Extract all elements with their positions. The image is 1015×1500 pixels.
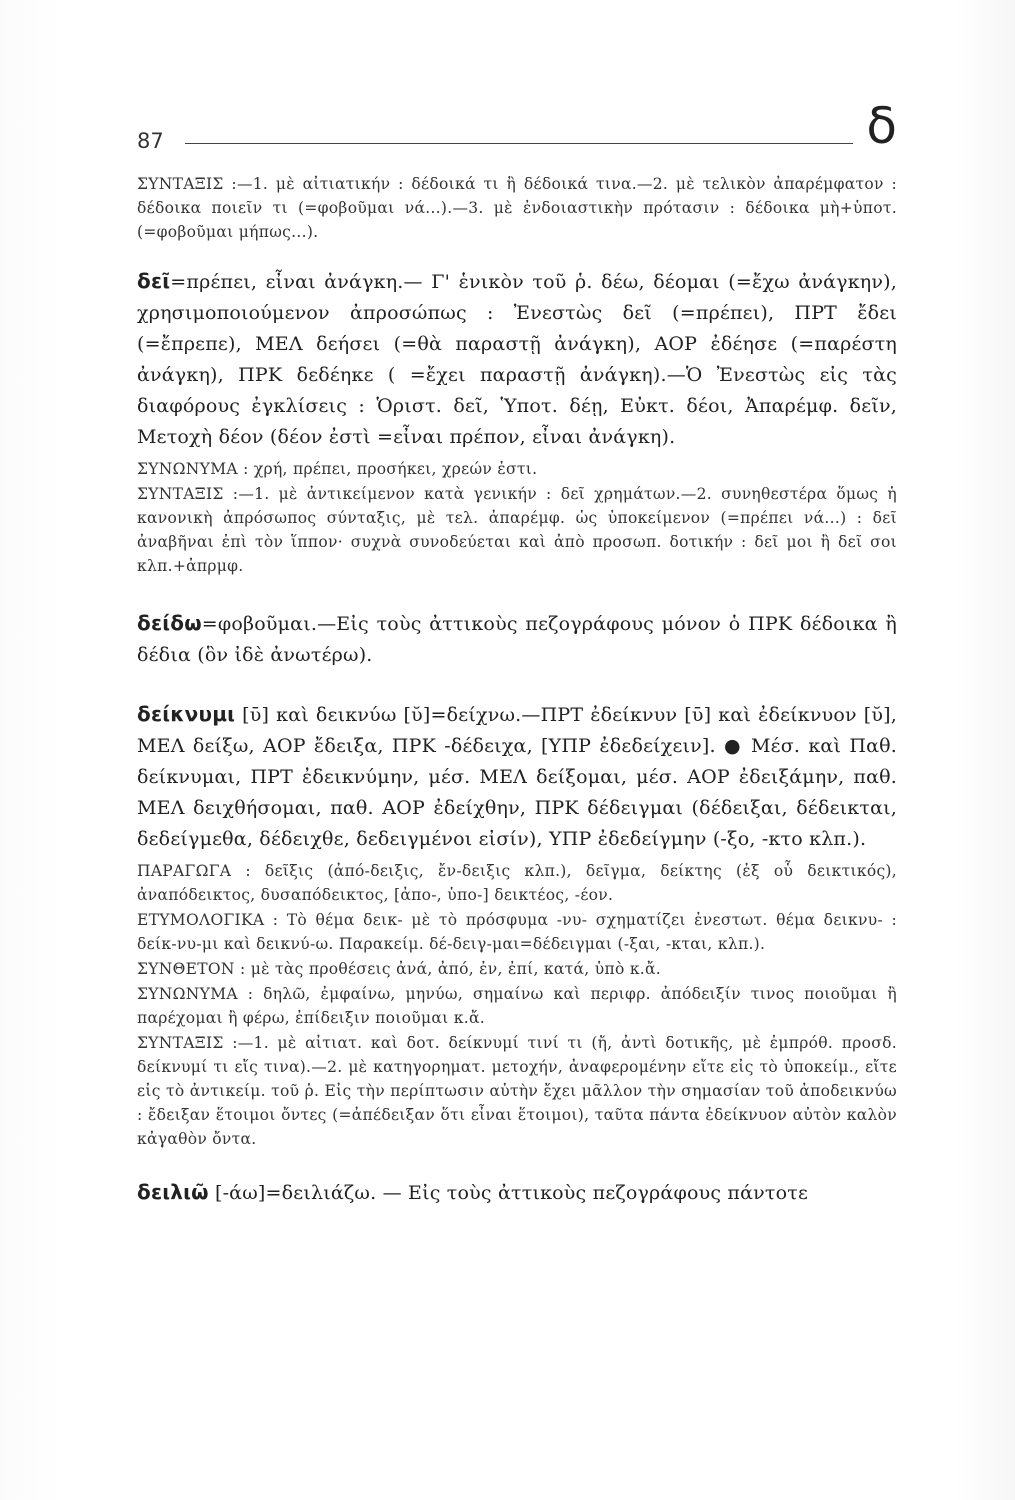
- synonyms-text: ΣΥΝΩΝΥΜΑ : χρή, πρέπει, προσήκει, χρεών ἐστι.: [137, 460, 538, 478]
- dictionary-entry: [137, 1177, 897, 1209]
- entry-headword: δείκνυμι: [137, 702, 236, 726]
- syntax-text: ΣΥΝΤΑΞΙΣ :—1. μὲ αἰτιατικήν : δέδοικά τι ἢ δέδοικά τινα.—2. μὲ τελικὸν ἀπαρέμφατον : δέδοικα ποιεῖν τι (=φοβοῦμαι νά...).—3. μὲ ἐνδοιαστικὴν πρότασιν : δέδοικα μὴ+ὑποτ. (=φοβοῦμαι μήπως...).: [137, 175, 897, 241]
- synonyms-text: ΣΥΝΩΝΥΜΑ : δηλῶ, ἐμφαίνω, μηνύω, σημαίνω καὶ περιφρ. ἀπόδειξίν τινος ποιοῦμαι ἢ παρέχομαι ἢ φέρω, ἐπίδειξιν ποιοῦμαι κ.ἄ.: [137, 985, 897, 1027]
- dictionary-entry: [137, 608, 897, 671]
- dictionary-entry: [137, 266, 897, 453]
- entry-text: =φοβοῦμαι.—Εἰς τοὺς ἀττικοὺς πεζογράφους μόνον ὁ ΠΡΚ δέδοικα ἢ δέδια (ὃν ἰδὲ ἀνωτέρω).: [137, 613, 897, 666]
- compounds-text: ΣΥΝΘΕΤΟΝ : μὲ τὰς προθέσεις ἀνά, ἀπό, ἐν, ἐπί, κατά, ὑπὸ κ.ἄ.: [137, 960, 662, 978]
- entry-headword: δεῖ: [137, 269, 171, 293]
- derivatives-text: ΠΑΡΑΓΩΓΑ : δεῖξις (ἀπό-δειξις, ἔν-δειξις κλπ.), δεῖγμα, δείκτης (ἐξ οὗ δεικτικός), ἀναπόδεικτος, δυσαπόδεικτος, [ἀπο-, ὑπο-] δεικτέος, -έον.: [137, 862, 897, 904]
- page-header: [137, 96, 897, 156]
- page-number: 87: [137, 129, 164, 153]
- derivatives-note: [137, 859, 897, 907]
- syntax-note: [137, 1031, 897, 1151]
- entry-text: =πρέπει, εἶναι ἀνάγκη.— Γ' ἑνικὸν τοῦ ῥ. δέω, δέομαι (=ἔχω ἀνάγκην), χρησιμοποιούμενον ἀπροσώπως : Ἐνεστὼς δεῖ (=πρέπει), ΠΡΤ ἔδει (=ἔπρεπε), ΜΕΛ δεήσει (=θὰ παραστῇ ἀνάγκη), ΑΟΡ ἐδέησε (=παρέστη ἀνάγκη), ΠΡΚ δεδέηκε ( =ἔχει παραστῇ ἀνάγκη).—Ὁ Ἐνεστὼς εἰς τὰς διαφόρους ἐγκλίσεις : Ὁριστ. δεῖ, Ὑποτ. δέῃ, Εὐκτ. δέοι, Ἀπαρέμφ. δεῖν, Μετοχὴ δέον (δέον ἐστὶ =εἶναι πρέπον, εἶναι ἀνάγκη).: [137, 271, 897, 448]
- page-content: [137, 172, 897, 1209]
- entry-text: [ῡ] καὶ δεικνύω [ῠ]=δείχνω.—ΠΡΤ ἐδείκνυν [ῡ] καὶ ἐδείκνυον [ῠ], ΜΕΛ δείξω, ΑΟΡ ἔδειξα, ΠΡΚ -δέδειχα, [ΥΠΡ ἐδεδείχειν]. ● Μέσ. καὶ Παθ. δείκνυμαι, ΠΡΤ ἐδεικνύμην, μέσ. ΜΕΛ δείξομαι, μέσ. ΑΟΡ ἐδειξάμην, παθ. ΜΕΛ δειχθήσομαι, παθ. ΑΟΡ ἐδείχθην, ΠΡΚ δέδειγμαι (δέδειξαι, δέδεικται, δεδείγμεθα, δέδειχθε, δεδειγμένοι εἰσίν), ΥΠΡ ἐδεδείγμην (-ξο, -κτο κλπ.).: [137, 704, 897, 850]
- compounds-note: [137, 957, 897, 981]
- entry-headword: δείδω: [137, 611, 202, 635]
- etymology-note: [137, 908, 897, 956]
- entry-headword: δειλιῶ: [137, 1180, 209, 1204]
- synonyms-note: [137, 982, 897, 1030]
- syntax-note: [137, 172, 897, 244]
- section-letter: δ: [866, 97, 897, 155]
- etymology-text: ΕΤΥΜΟΛΟΓΙΚΑ : Τὸ θέμα δεικ- μὲ τὸ πρόσφυμα -νυ- σχηματίζει ἐνεστωτ. θέμα δεικνυ- : δείκ-νυ-μι καὶ δεικνύ-ω. Παρακείμ. δέ-δειγ-μαι=δέδειγμαι (-ξαι, -κται, κλπ.).: [137, 911, 897, 953]
- synonyms-note: [137, 457, 897, 481]
- syntax-text: ΣΥΝΤΑΞΙΣ :—1. μὲ αἰτιατ. καὶ δοτ. δείκνυμί τινί τι (ἤ, ἀντὶ δοτικῆς, μὲ ἐμπρόθ. προσδ. δείκνυμί τι εἴς τινα).—2. μὲ κατηγορηματ. μετοχήν, ἀναφερομένην εἴτε εἰς τὸ ὑποκείμ., εἴτε εἰς τὸ ἀντικείμ. τοῦ ῥ. Εἰς τὴν περίπτωσιν αὐτὴν ἔχει μᾶλλον τὴν σημασίαν τοῦ ἀποδεικνύω : ἔδειξαν ἕτοιμοι ὄντες (=ἀπέδειξαν ὅτι εἶναι ἕτοιμοι), ταῦτα πάντα ἐδείκνυον αὐτὸν καλὸν κἀγαθὸν ὄντα.: [137, 1034, 897, 1148]
- dictionary-entry: [137, 699, 897, 855]
- header-rule: [185, 143, 853, 144]
- syntax-note: [137, 482, 897, 578]
- syntax-text: ΣΥΝΤΑΞΙΣ :—1. μὲ ἀντικείμενον κατὰ γενικήν : δεῖ χρημάτων.—2. συνηθεστέρα ὅμως ἡ κανονικὴ ἀπρόσωπος σύνταξις, μὲ τελ. ἀπαρέμφ. ὡς ὑποκείμενον (=πρέπει νά...) : δεῖ ἀναβῆναι ἐπὶ τὸν ἵππον· συχνὰ συνοδεύεται καὶ ἀπὸ προσωπ. δοτικήν : δεῖ μοι ἢ δεῖ σοι κλπ.+ἀπρμφ.: [137, 485, 897, 575]
- entry-text: [-άω]=δειλιάζω. — Εἰς τοὺς ἀττικοὺς πεζογράφους πάντοτε: [214, 1182, 809, 1204]
